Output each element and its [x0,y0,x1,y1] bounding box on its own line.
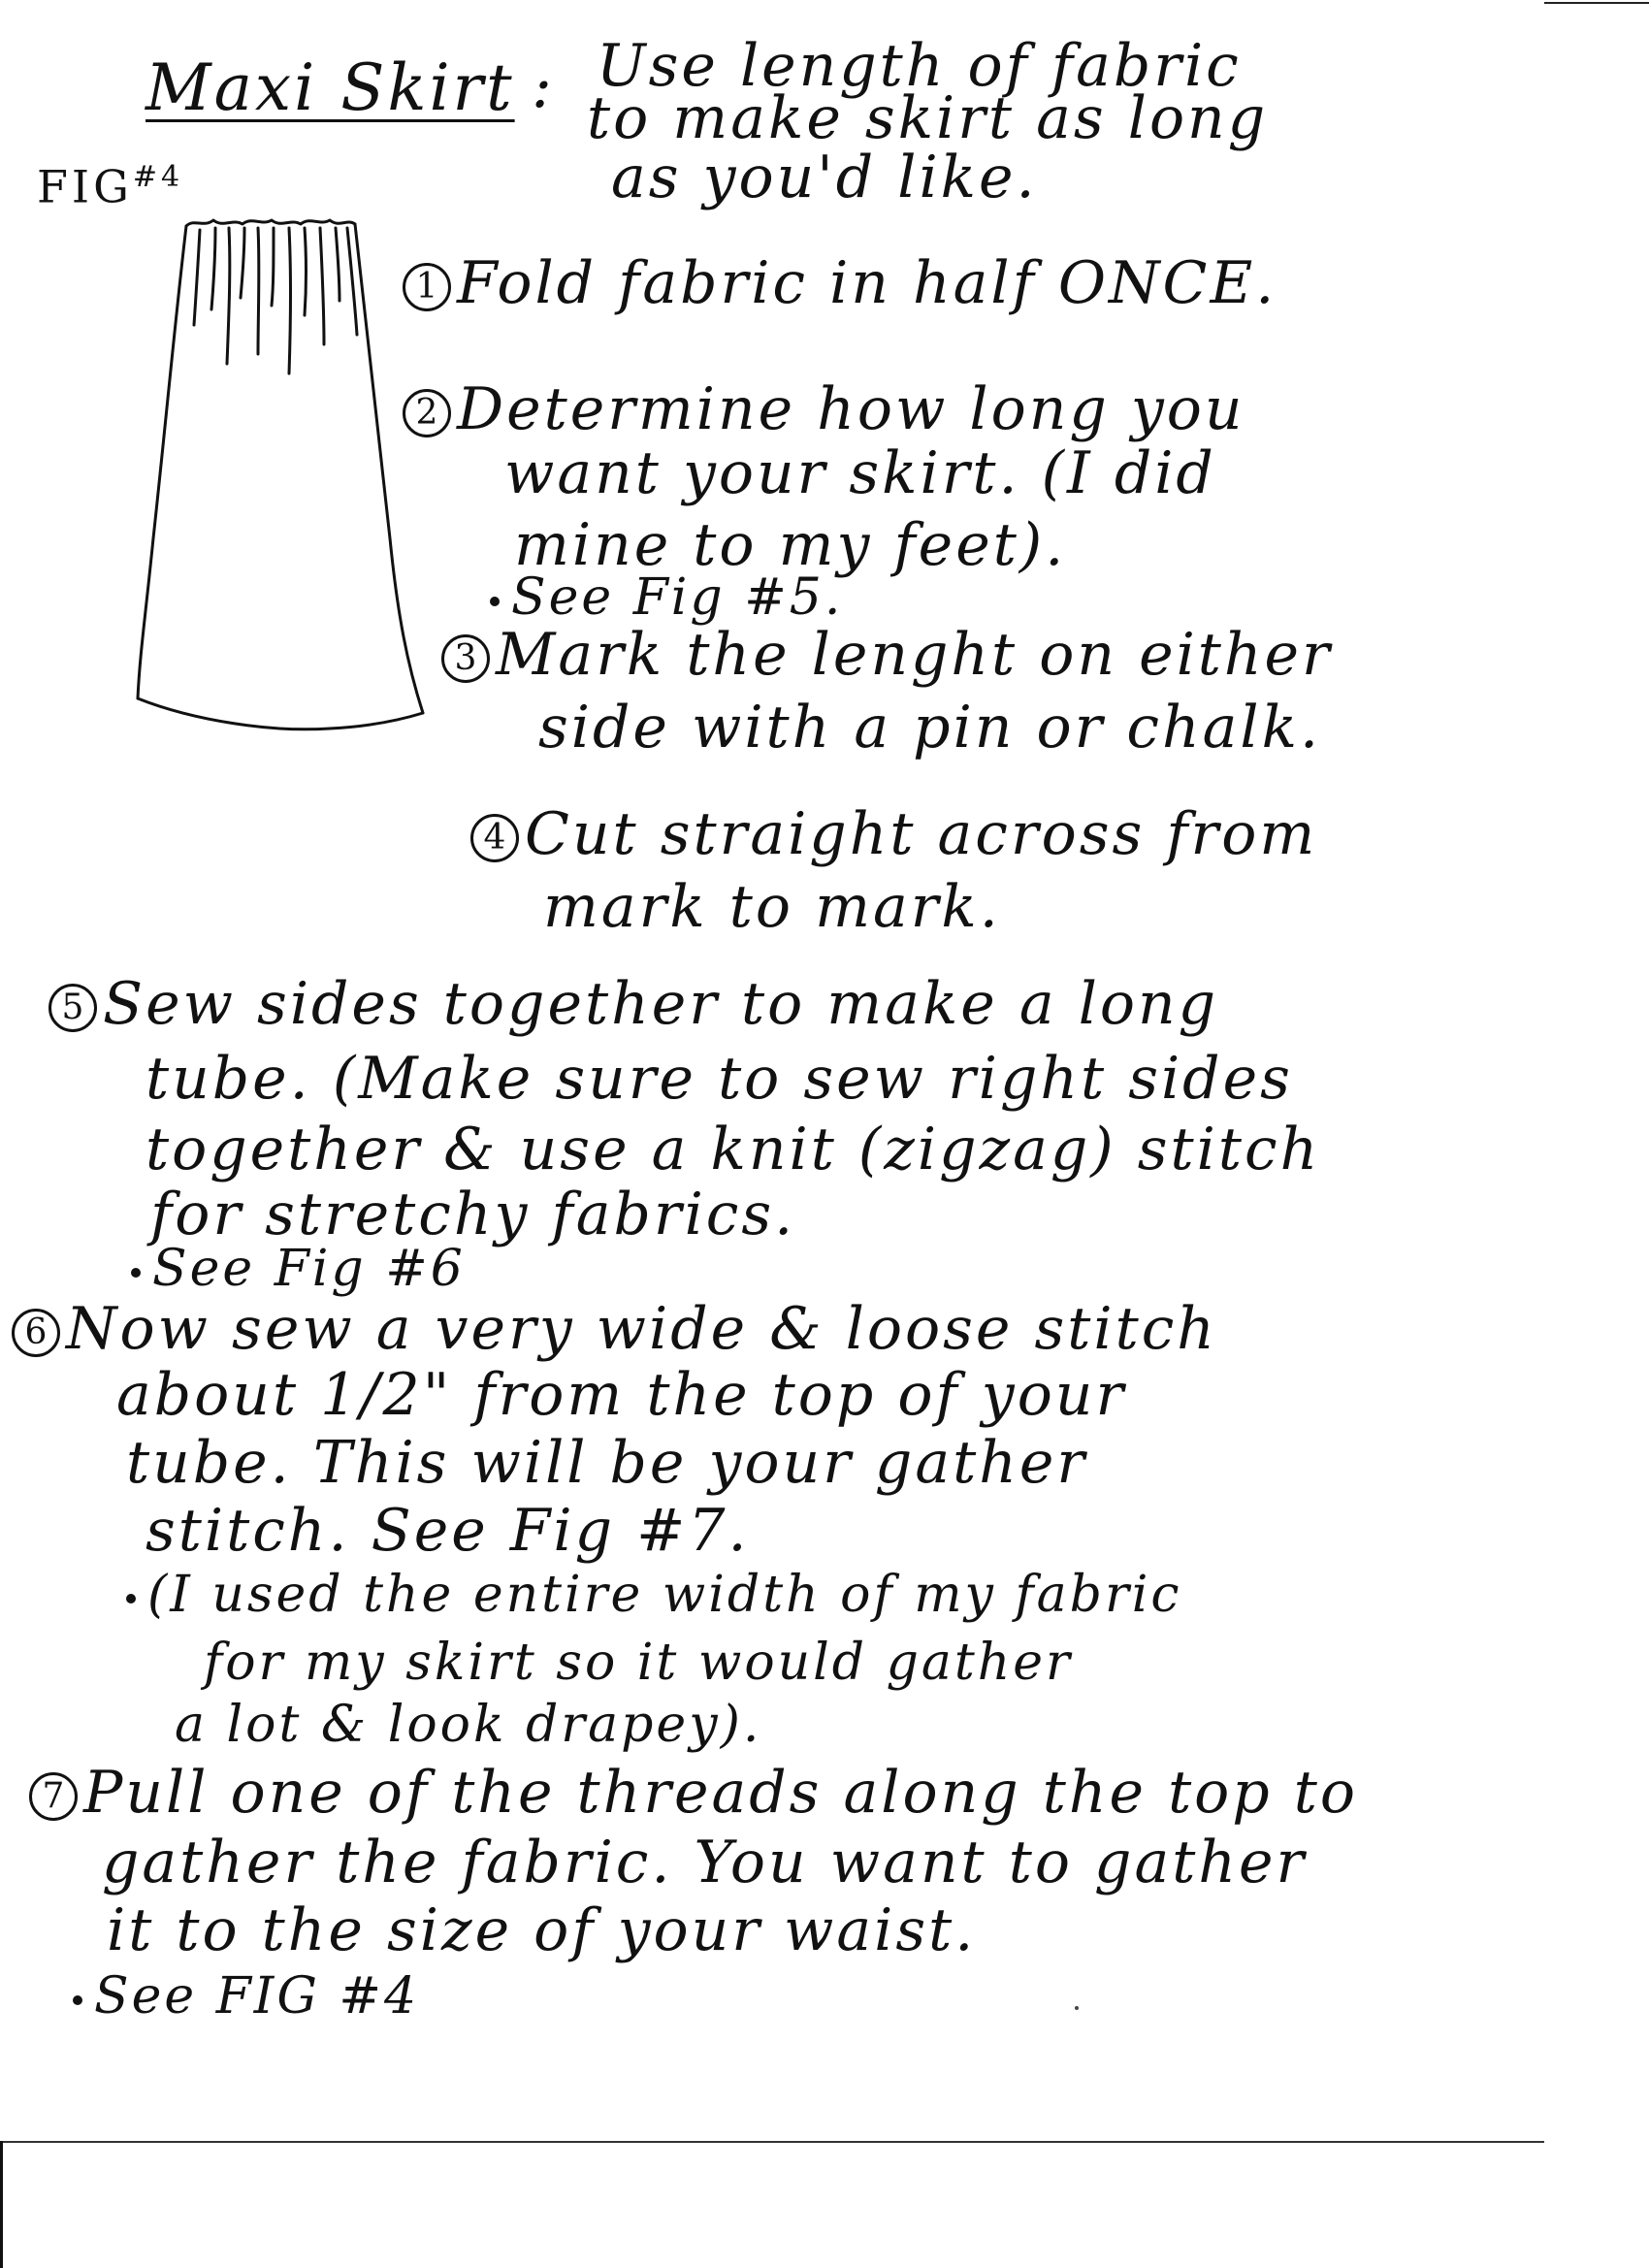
step-7-line-3: it to the size of your waist. [107,1896,977,1964]
step-2 [403,375,1245,443]
step-5-line-4: for stretchy fabrics. [150,1181,796,1248]
step-5 [48,970,1219,1038]
dot-bullet-icon [131,1268,141,1278]
step-6-line-3: tube. This will be your gather [126,1429,1088,1497]
step-4-line-2: mark to mark. [543,873,1001,941]
step-2-note-text: See Fig #5. [511,568,844,627]
step-7 [29,1759,1359,1827]
step-6-note-line-1: (I used the entire width of my fabric [147,1566,1182,1624]
step-3-line-2: side with a pin or chalk. [538,694,1322,761]
figure-label-number: #4 [132,160,184,194]
step-6 [12,1295,1217,1363]
step-6-note [126,1566,1182,1624]
step-5-line-3: together & use a knit (zigzag) stitch [146,1116,1321,1183]
dot-bullet-icon [126,1594,136,1604]
step-5-note [131,1240,466,1298]
step-2-number: 2 [403,389,451,437]
step-4-number: 4 [470,814,519,862]
title-colon: : [532,50,555,121]
step-6-line-4: stitch. See Fig #7. [146,1497,750,1565]
left-edge-line [0,2141,3,2268]
step-5-line-1: Sew sides together to make a long [103,970,1219,1038]
page-title: Maxi Skirt [146,50,515,125]
step-2-line-3: mine to my feet). [514,511,1067,579]
step-3 [441,621,1333,689]
step-6-note-line-2: for my skirt so it would gather [204,1634,1073,1692]
step-2-note [490,568,844,627]
figure-label [37,160,184,213]
step-6-line-1: Now sew a very wide & loose stitch [66,1295,1217,1363]
step-5-line-2: tube. (Make sure to sew right sides [146,1045,1293,1113]
intro-line-2: to make skirt as long [587,84,1269,152]
step-3-line-1: Mark the lenght on either [496,621,1333,689]
step-7-line-1: Pull one of the threads along the top to [83,1759,1359,1827]
step-6-number: 6 [12,1309,60,1357]
step-4-line-1: Cut straight across from [525,800,1318,868]
figure-label-text: FIG [37,160,133,213]
step-1-number: 1 [403,263,451,311]
step-4 [470,800,1318,868]
step-2-line-1: Determine how long you [457,375,1245,443]
maxi-skirt-sketch-icon [136,209,427,742]
step-7-line-2: gather the fabric. You want to gather [102,1829,1308,1896]
step-7-note [73,1967,420,2025]
step-6-line-2: about 1/2" from the top of your [116,1361,1127,1429]
step-7-number: 7 [29,1772,78,1821]
scan-speck [1075,2006,1079,2010]
step-1-line-1: Fold fabric in half ONCE. [457,249,1277,317]
step-6-note-line-3: a lot & look drapey). [175,1696,762,1754]
intro-line-3: as you'd like. [611,144,1038,211]
top-right-edge-line [1544,2,1649,4]
step-7-note-text: See FIG #4 [94,1967,420,2025]
step-1 [403,249,1277,317]
dot-bullet-icon [490,597,500,606]
bottom-edge-line [0,2141,1544,2143]
step-5-number: 5 [48,984,97,1032]
step-3-number: 3 [441,634,490,683]
dot-bullet-icon [73,1995,82,2005]
step-2-line-2: want your skirt. (I did [504,439,1216,507]
intro-line-1: Use length of fabric [597,32,1242,100]
step-5-note-text: See Fig #6 [152,1240,466,1298]
